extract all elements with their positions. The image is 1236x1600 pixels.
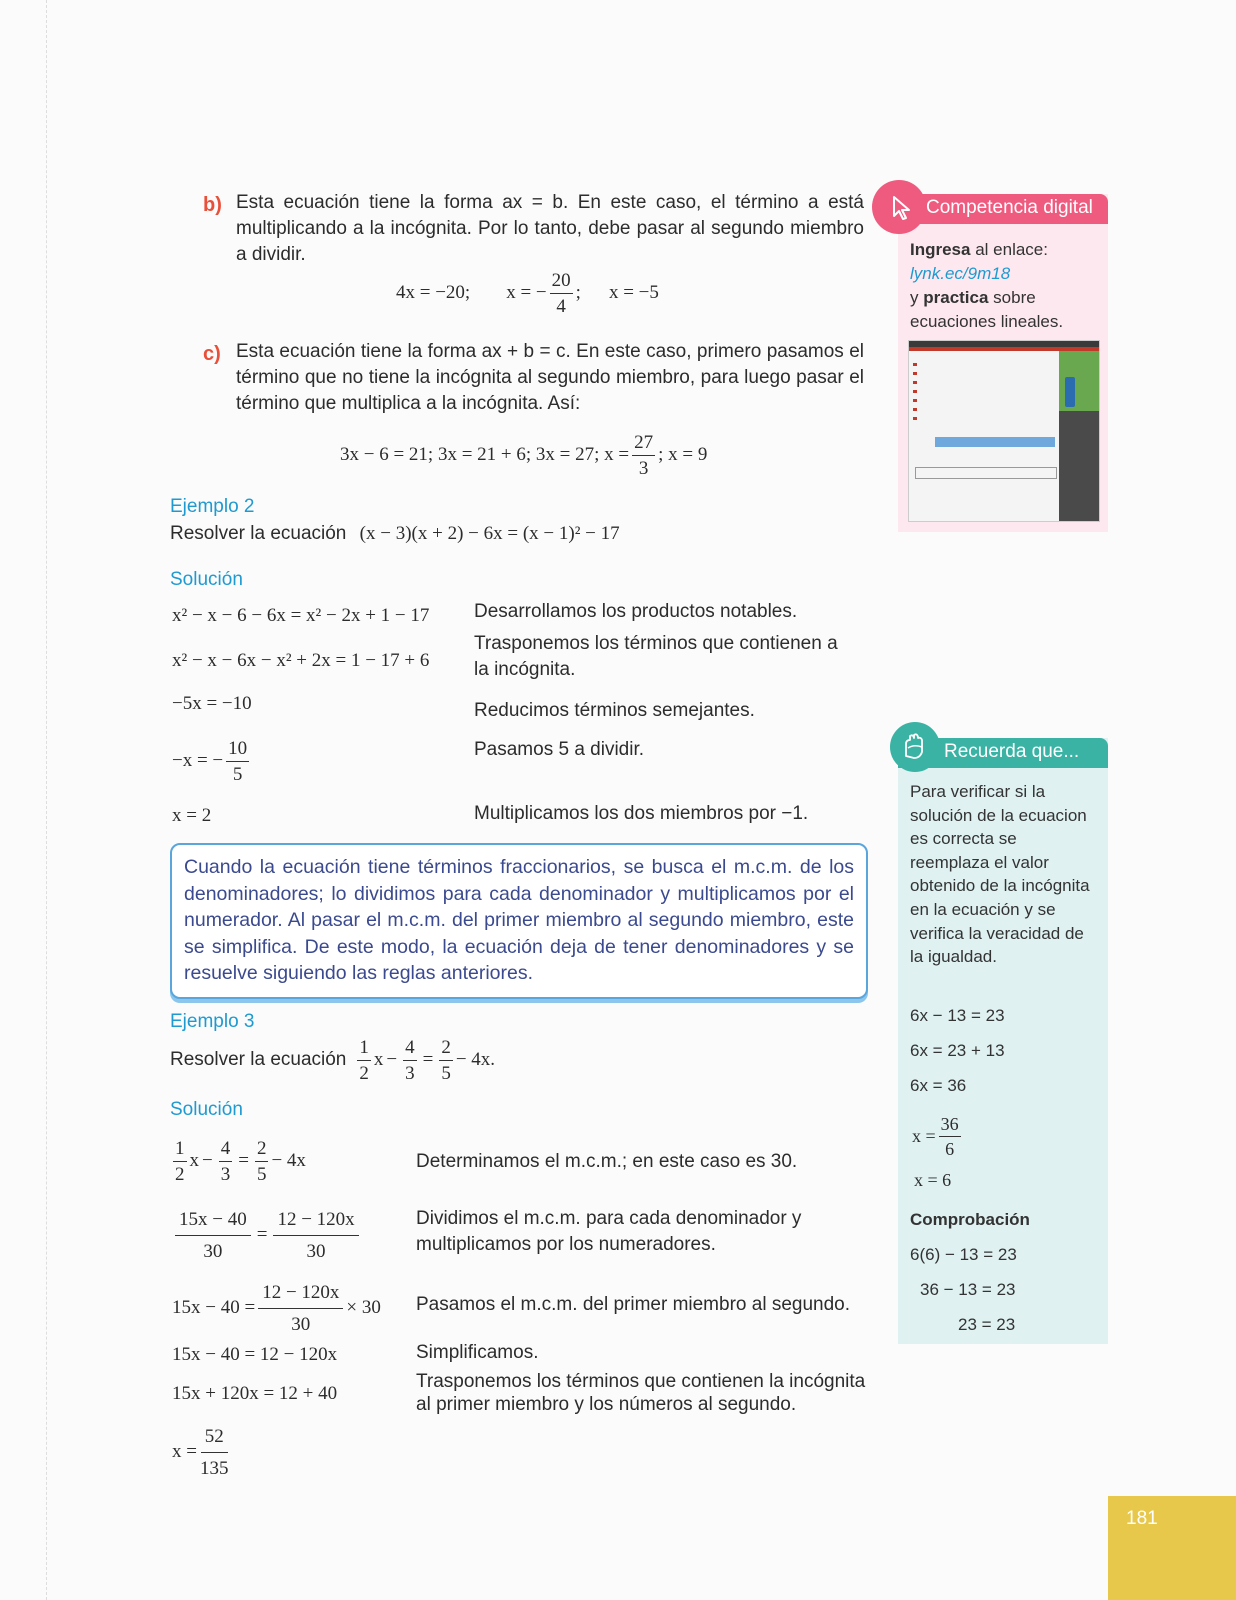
e3-minus: − bbox=[386, 1049, 398, 1070]
s2-eq: = bbox=[256, 1224, 268, 1245]
eq-b-3: x = −5 bbox=[608, 282, 659, 303]
recuerda-frac-num: 36 bbox=[939, 1115, 961, 1137]
s1-num-4: 4 bbox=[219, 1139, 233, 1162]
item-label-b: b) bbox=[203, 194, 222, 216]
s6-lhs: x = bbox=[172, 1441, 197, 1462]
example-2-prompt-row bbox=[170, 521, 620, 547]
recuerda-frac-den: 6 bbox=[945, 1138, 955, 1159]
eq-b-2-lhs: x = − bbox=[506, 282, 547, 303]
s2-den-right: 30 bbox=[306, 1240, 326, 1262]
eq-b-2-after: ; bbox=[575, 282, 581, 303]
s3-den: 30 bbox=[291, 1313, 311, 1335]
e3-den-2: 2 bbox=[359, 1062, 369, 1084]
recuerda-result: x = 6 bbox=[914, 1170, 952, 1190]
s1-minus-4x: − 4x bbox=[271, 1150, 306, 1171]
ex2-step-2-note: Trasponemos los términos que contienen a la incógnita. bbox=[474, 633, 838, 680]
example-3-equation bbox=[354, 1038, 495, 1083]
competencia-digital-title: Competencia digital bbox=[926, 197, 1093, 218]
line3-pre: y bbox=[910, 288, 924, 307]
paragraph-c: Esta ecuación tiene la forma ax + b = c. En este caso, primero pasamos el término que no tiene la incógnita al segundo miembro, para luego pasar el término que multiplica a la incógnita. Así: bbox=[236, 341, 864, 414]
ex2-step-4-num: 10 bbox=[226, 739, 249, 762]
competencia-digital-panel bbox=[898, 194, 1108, 532]
s1-den-3: 3 bbox=[220, 1163, 231, 1185]
recuerda-title: Recuerda que... bbox=[944, 741, 1080, 762]
example-3-prompt-row bbox=[170, 1030, 495, 1090]
e3-num-2: 2 bbox=[439, 1038, 453, 1061]
s2-den-left: 30 bbox=[203, 1240, 223, 1262]
ex3-note-5: Trasponemos los términos que contienen la incógnita al primer miembro y los números al segundo. bbox=[416, 1371, 866, 1415]
s1-x: x bbox=[189, 1150, 199, 1171]
s3-tail: × 30 bbox=[346, 1297, 381, 1318]
ex3-note-3: Pasamos el m.c.m. del primer miembro al segundo. bbox=[416, 1294, 850, 1315]
example-2-prompt: Resolver la ecuación bbox=[170, 523, 347, 544]
ex2-step-4-note: Pasamos 5 a dividir. bbox=[474, 739, 645, 760]
s1-eq: = bbox=[238, 1150, 249, 1171]
website-thumbnail bbox=[908, 340, 1100, 522]
s3-num: 12 − 120x bbox=[258, 1283, 343, 1309]
ex2-step-3-note: Reducimos términos semejantes. bbox=[474, 700, 755, 721]
ex3-step-5-eq: 15x + 120x = 12 + 40 bbox=[172, 1383, 338, 1404]
ex2-step-1-note: Desarrollamos los productos notables. bbox=[474, 601, 798, 622]
eq-c-b: ; x = 9 bbox=[658, 444, 708, 465]
ex3-note-4: Simplificamos. bbox=[416, 1342, 539, 1363]
ex3-note-2: Dividimos el m.c.m. para cada denominador y multiplicamos por los numeradores. bbox=[416, 1208, 802, 1255]
e3-x: x bbox=[373, 1049, 384, 1070]
equation-c bbox=[340, 428, 707, 482]
e3-num-1: 1 bbox=[357, 1038, 371, 1061]
ingresa-rest: al enlace: bbox=[970, 240, 1048, 259]
ex3-note-1: Determinamos el m.c.m.; en este caso es 30. bbox=[416, 1151, 798, 1172]
recuerda-panel bbox=[898, 738, 1108, 1344]
e3-num-4: 4 bbox=[403, 1038, 417, 1061]
example-2-title: Ejemplo 2 bbox=[170, 496, 255, 517]
ex3-step-4-eq: 15x − 40 = 12 − 120x bbox=[172, 1344, 338, 1365]
recuerda-eq-1: 6x − 13 = 23 bbox=[910, 1006, 1005, 1025]
ex3-step-1-eq bbox=[170, 1132, 306, 1190]
e3-den-3: 3 bbox=[405, 1062, 415, 1084]
e3-den-5: 5 bbox=[441, 1062, 451, 1084]
practica-bold: practica bbox=[923, 288, 989, 307]
paragraph-b: Esta ecuación tiene la forma ax = b. En este caso, el término a está multiplicando a la incógnita. Por lo tanto, debe pasar al segundo miembro a dividir. bbox=[236, 192, 864, 265]
item-label-c: c) bbox=[203, 343, 221, 365]
check-3: 23 = 23 bbox=[958, 1315, 1016, 1334]
recuerda-frac-eq bbox=[912, 1108, 964, 1164]
example-2-solution-title: Solución bbox=[170, 569, 243, 590]
eq-c-den: 3 bbox=[638, 457, 649, 479]
eq-c-num: 27 bbox=[632, 433, 655, 456]
competencia-digital-text bbox=[910, 238, 1063, 334]
recuerda-text: Para verificar si la solución de la ecuacion es correcta se reemplaza el valor obtenido de la incógnita en la ecuación y se verifica la veracidad de la igualdad. bbox=[910, 782, 1090, 967]
eq-b-num: 20 bbox=[550, 271, 573, 294]
s6-num: 52 bbox=[201, 1427, 228, 1453]
example-2-equation: (x − 3)(x + 2) − 6x = (x − 1)² − 17 bbox=[359, 523, 620, 544]
e3-eq: = bbox=[422, 1049, 434, 1070]
check-2: 36 − 13 = 23 bbox=[920, 1280, 1016, 1299]
practice-link[interactable]: lynk.ec/9m18 bbox=[910, 264, 1011, 283]
page-margin-line bbox=[46, 0, 47, 1600]
ex2-step-5-eq: x = 2 bbox=[172, 805, 212, 826]
line4: ecuaciones lineales. bbox=[910, 312, 1064, 331]
ex3-step-3-eq bbox=[172, 1278, 381, 1338]
s2-num-left: 15x − 40 bbox=[175, 1210, 251, 1236]
ingresa-bold: Ingresa bbox=[910, 240, 971, 259]
cursor-badge bbox=[872, 180, 926, 234]
ex3-step-2-eq bbox=[172, 1206, 362, 1264]
ex2-step-4-lhs: −x = − bbox=[172, 750, 224, 771]
e3-dot: . bbox=[490, 1049, 496, 1070]
ex2-step-1-eq: x² − x − 6 − 6x = x² − 2x + 1 − 17 bbox=[172, 605, 430, 626]
s1-num-2: 2 bbox=[255, 1139, 269, 1162]
note-box bbox=[170, 843, 868, 999]
line3-rest: sobre bbox=[988, 288, 1036, 307]
s1-den-2: 2 bbox=[175, 1163, 185, 1185]
cursor-icon bbox=[872, 180, 926, 234]
example-3-title: Ejemplo 3 bbox=[170, 1011, 255, 1032]
memory-badge bbox=[890, 722, 940, 772]
s2-num-right: 12 − 120x bbox=[273, 1210, 358, 1236]
eq-b-den: 4 bbox=[556, 295, 566, 317]
example-3-solution-title: Solución bbox=[170, 1099, 243, 1120]
hand-string-icon bbox=[890, 722, 940, 772]
ex2-step-3-eq: −5x = −10 bbox=[172, 693, 252, 714]
eq-b-1: 4x = −20; bbox=[396, 282, 471, 303]
eq-c-a: 3x − 6 = 21; 3x = 21 + 6; 3x = 27; x = bbox=[340, 444, 630, 465]
ex2-step-4-den: 5 bbox=[232, 763, 243, 785]
comprobacion-title: Comprobación bbox=[910, 1210, 1030, 1229]
s1-den-5: 5 bbox=[256, 1163, 267, 1185]
e3-minus-4x: − 4x bbox=[455, 1049, 491, 1070]
s1-minus: − bbox=[202, 1150, 213, 1171]
ex2-step-2-eq: x² − x − 6x − x² + 2x = 1 − 17 + 6 bbox=[172, 650, 430, 671]
page-number: 181 bbox=[1126, 1508, 1158, 1529]
example-3-prompt: Resolver la ecuación bbox=[170, 1049, 347, 1070]
page-number-tab bbox=[1108, 1496, 1236, 1600]
ex2-step-4-eq bbox=[172, 734, 252, 788]
recuerda-frac-lhs: x = bbox=[912, 1125, 936, 1146]
recuerda-eq-2: 6x = 23 + 13 bbox=[910, 1041, 1005, 1060]
note-box-text: Cuando la ecuación tiene términos fraccionarios, se busca el m.c.m. de los denominadores; lo dividimos para cada denominador y multiplicamos por el numerador. Al pasar el m.c.m. del primer miembro al segundo miembro, este se simplifica. De este modo, la ecuación deja de tener denominadores y se resuelve siguiendo las reglas anteriores. bbox=[184, 856, 854, 984]
ex2-step-5-note: Multiplicamos los dos miembros por −1. bbox=[474, 803, 809, 824]
s6-den: 135 bbox=[199, 1457, 229, 1479]
check-1: 6(6) − 13 = 23 bbox=[910, 1245, 1017, 1264]
s3-lhs: 15x − 40 = bbox=[172, 1297, 256, 1318]
s1-num-1: 1 bbox=[173, 1139, 187, 1162]
equation-b bbox=[396, 266, 659, 320]
ex3-step-6-eq bbox=[172, 1422, 231, 1482]
recuerda-eq-3: 6x = 36 bbox=[910, 1076, 967, 1095]
